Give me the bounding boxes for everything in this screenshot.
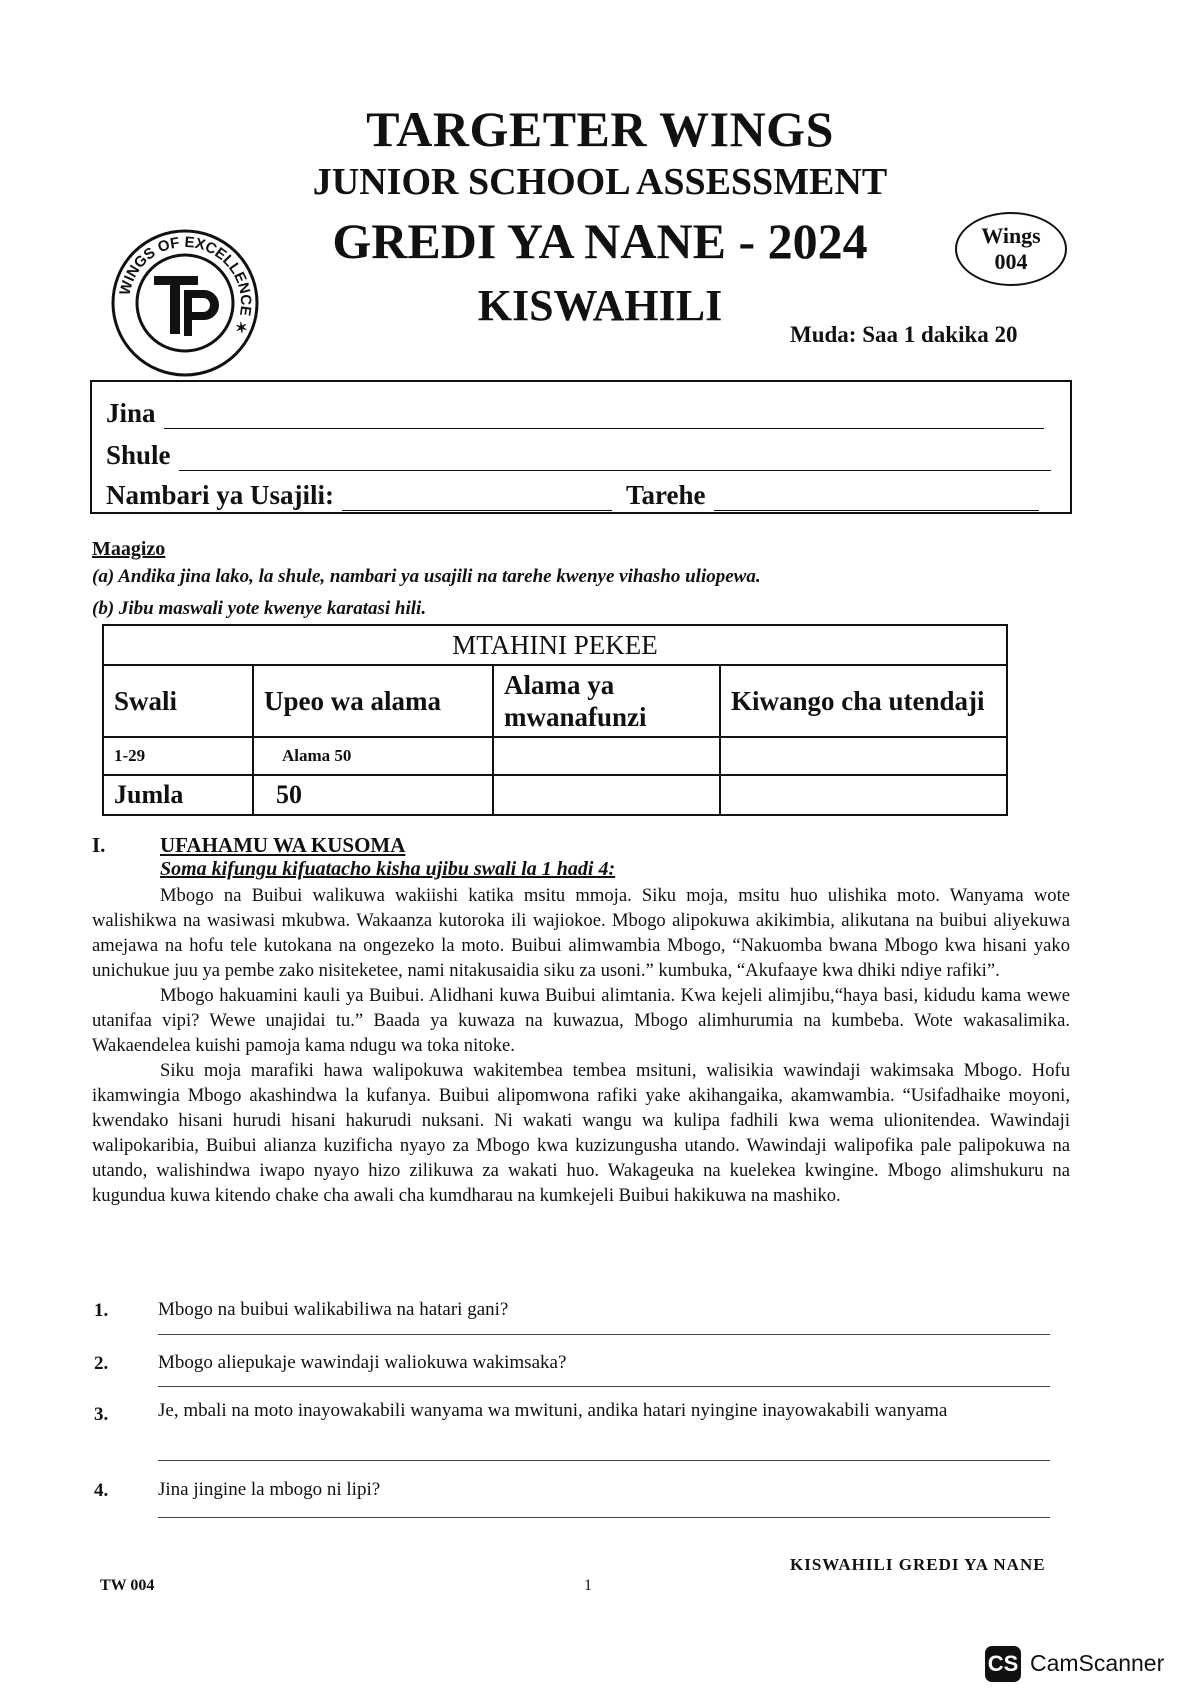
footer-code: TW 004 — [100, 1577, 155, 1594]
candidate-info-box — [90, 380, 1072, 514]
examiner-marks-table — [102, 624, 1008, 816]
question-text: Mbogo aliepukaje wawindaji waliokuwa wakimsaka? — [158, 1352, 567, 1373]
name-row — [106, 398, 1044, 429]
answer-line[interactable] — [158, 1334, 1050, 1335]
question-text: Mbogo na buibui walikabiliwa na hatari gani? — [158, 1299, 509, 1320]
question-text: Je, mbali na moto inayowakabili wanyama wa mwituni, andika hatari nyingine inayowakabili wanyama — [158, 1400, 948, 1421]
registration-field[interactable] — [342, 488, 612, 511]
date-field[interactable] — [714, 488, 1039, 511]
registration-label: Nambari ya Usajili: — [106, 480, 334, 510]
table-cell: Jumla — [103, 775, 253, 815]
section-instruction: Soma kifungu kifuatacho kisha ujibu swali la 1 hadi 4: — [160, 858, 616, 880]
svg-text:WINGS OF EXCELLENCE ✶: WINGS OF EXCELLENCE ✶ — [116, 233, 255, 337]
name-field[interactable] — [164, 406, 1044, 429]
instructions-heading: Maagizo — [92, 538, 166, 560]
table-row — [103, 775, 1007, 815]
marks-table-header-row — [103, 665, 1007, 737]
school-row — [106, 440, 1051, 471]
passage-paragraph: Siku moja marafiki hawa walipokuwa wakitembea tembea msituni, walisikia wawindaji wakimsaka Mbogo. Hofu ikamwingia Mbogo akashindwa la kufanya. Buibui alipomwona rafiki yake akihangaika, akamwambia. “Usifadhaike moyoni, kwendako hisani hurudi hisani hakurudi nuksani. Ni wakati wangu wa kulipa fadhili kwa wema ulionitendea. Wawindaji walipokaribia, Buibui alianza kuzificha nyayo za Mbogo kwa kuzizungusha utando. Wawindaji walipofika pale palipokuwa na utando, walishindwa iwapo nyayo hizo zilikuwa za wakati huo. Wakageuka na kuelekea kwingine. Mbogo alimshukuru na kugundua kuwa kitendo chake cha awali cha kumdharau na kumkejeli Buibui hakikuwa na mashiko. — [92, 1060, 1070, 1206]
question-number: 2. — [94, 1353, 109, 1374]
table-cell: 1-29 — [103, 737, 253, 775]
camscanner-watermark: CamScanner — [1030, 1650, 1165, 1676]
marks-table-title-row — [103, 625, 1007, 665]
question-number: 3. — [94, 1404, 109, 1425]
registration-row — [106, 480, 1039, 511]
header-cell: Kiwango cha utendaji — [720, 665, 1007, 737]
header-cell: Swali — [103, 665, 253, 737]
table-cell: Alama 50 — [253, 737, 493, 775]
paper-code-badge — [955, 212, 1067, 286]
school-field[interactable] — [179, 448, 1051, 471]
exam-duration: Muda: Saa 1 dakika 20 — [790, 322, 1018, 347]
table-cell[interactable] — [493, 737, 720, 775]
exam-title: TARGETER WINGS — [366, 101, 834, 157]
school-label: Shule — [106, 440, 171, 470]
name-label: Jina — [106, 398, 156, 428]
instruction-a: (a) Andika jina lako, la shule, nambari ya usajili na tarehe kwenye vihasho uliopewa. — [92, 566, 761, 587]
section-number: I. — [92, 833, 106, 857]
school-logo — [110, 228, 260, 378]
header-cell: Alama ya mwanafunzi — [493, 665, 720, 737]
answer-line[interactable] — [158, 1460, 1050, 1461]
instruction-b: (b) Jibu maswali yote kwenye karatasi hili. — [92, 598, 427, 619]
question-number: 1. — [94, 1300, 109, 1321]
answer-line[interactable] — [158, 1517, 1050, 1518]
answer-line[interactable] — [158, 1386, 1050, 1387]
paper-code-number: 004 — [994, 249, 1028, 274]
page-number: 1 — [584, 1577, 592, 1594]
table-cell[interactable] — [493, 775, 720, 815]
question-text: Jina jingine la mbogo ni lipi? — [158, 1479, 381, 1500]
header-cell: Upeo wa alama — [253, 665, 493, 737]
table-cell[interactable] — [720, 737, 1007, 775]
exam-subject: KISWAHILI — [477, 281, 723, 330]
date-label: Tarehe — [625, 480, 706, 510]
passage-paragraph: Mbogo na Buibui walikuwa wakiishi katika msitu mmoja. Siku moja, msitu huo ulishika moto. Wanyama wote walishikwa na wasiwasi mkubwa. Wakaanza kutoroka ili wajiokoe. Mbogo alipokuwa akikimbia, alikutana na buibui aliyekuwa amejawa na hofu tele kutokana na ongezeko la moto. Buibui alimwambia Mbogo, “Nakuomba bwana Mbogo kwa hisani yako unichukue juu ya pembe zako nisiteketee, nami nitakusaidia siku za usoni.” kumbuka, “Akufaaye kwa dhiki ndiye rafiki”. — [92, 885, 1070, 981]
footer-subject: KISWAHILI GREDI YA NANE — [790, 1555, 1046, 1574]
table-row — [103, 737, 1007, 775]
marks-table-title: MTAHINI PEKEE — [103, 625, 1007, 665]
section-title: UFAHAMU WA KUSOMA — [160, 833, 406, 857]
question-number: 4. — [94, 1480, 109, 1501]
exam-subtitle: JUNIOR SCHOOL ASSESSMENT — [312, 161, 888, 203]
camscanner-icon: CS — [985, 1646, 1021, 1682]
reading-passage — [92, 883, 1070, 1208]
passage-paragraph: Mbogo hakuamini kauli ya Buibui. Alidhani kuwa Buibui alimtania. Kwa kejeli alimjibu,“haya basi, kidudu kama wewe utanifaa vipi? Wewe unajidai tu.” Baada ya kuwaza na kuwazua, Mbogo alimhurumia na kumbeba. Wote wakasalimika. Wakaendelea kuishi pamoja kama ndugu wa toka nitoke. — [92, 985, 1070, 1056]
exam-grade: GREDI YA NANE - 2024 — [332, 213, 868, 269]
table-cell: 50 — [253, 775, 493, 815]
table-cell[interactable] — [720, 775, 1007, 815]
paper-code-label: Wings — [981, 223, 1041, 248]
